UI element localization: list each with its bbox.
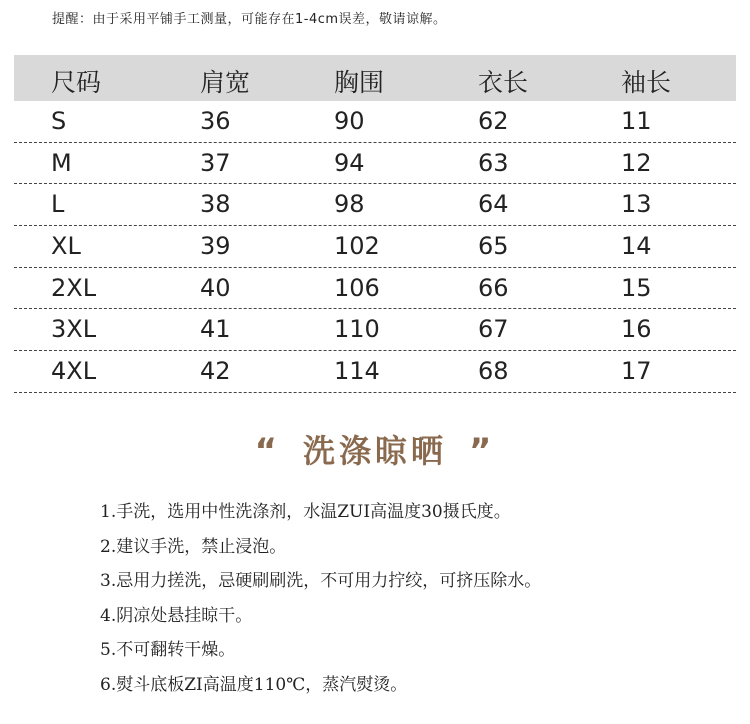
table-header-row — [14, 55, 736, 101]
cell-size: S — [51, 107, 67, 135]
cell-shoulder: 39 — [200, 232, 231, 261]
cell-sleeve: 14 — [621, 232, 652, 261]
table-row — [14, 101, 736, 143]
cell-shoulder: 40 — [200, 273, 231, 302]
cell-size: 4XL — [51, 357, 97, 386]
cell-size: M — [51, 148, 72, 177]
list-item: 5.不可翻转干燥。 — [100, 640, 236, 660]
close-quote: ” — [469, 431, 496, 471]
cell-length: 67 — [478, 315, 509, 344]
header-size: 尺码 — [51, 68, 102, 97]
table-row — [14, 143, 736, 185]
cell-sleeve: 13 — [621, 190, 652, 219]
measurement-notice: 提醒：由于采用平铺手工测量，可能存在1-4cm误差，敬请谅解。 — [52, 12, 447, 27]
list-item: 3.忌用力搓洗，忌硬刷刷洗，不可用力拧绞，可挤压除水。 — [100, 571, 542, 591]
cell-shoulder: 38 — [200, 190, 231, 219]
cell-length: 63 — [478, 148, 509, 177]
cell-shoulder: 41 — [200, 315, 231, 344]
cell-chest: 90 — [334, 107, 365, 135]
list-item: 1.手洗，选用中性洗涤剂，水温ZUI高温度30摄氏度。 — [100, 502, 511, 522]
cell-sleeve: 16 — [621, 315, 652, 344]
open-quote: “ — [254, 431, 281, 471]
cell-sleeve: 12 — [621, 148, 652, 177]
table-row — [14, 268, 736, 310]
list-item: 2.建议手洗，禁止浸泡。 — [100, 536, 287, 557]
care-instructions-list — [100, 495, 541, 702]
cell-chest: 102 — [334, 232, 380, 261]
table-row — [14, 309, 736, 351]
cell-size: 2XL — [51, 273, 97, 302]
care-title-text: 洗涤晾晒 — [302, 432, 447, 470]
table-row — [14, 184, 736, 226]
list-item: 4.阴凉处悬挂晾干。 — [100, 605, 253, 626]
care-section-title — [0, 426, 750, 472]
cell-length: 62 — [478, 107, 509, 135]
cell-length: 64 — [478, 190, 509, 219]
cell-shoulder: 36 — [200, 107, 231, 135]
cell-chest: 114 — [334, 357, 380, 386]
header-shoulder: 肩宽 — [200, 68, 251, 97]
cell-sleeve: 11 — [621, 107, 652, 135]
cell-chest: 94 — [334, 148, 365, 177]
cell-chest: 110 — [334, 315, 380, 344]
cell-size: XL — [51, 232, 81, 261]
table-row — [14, 351, 736, 393]
cell-chest: 98 — [334, 190, 365, 219]
list-item: 6.熨斗底板ZI高温度110℃，蒸汽熨烫。 — [100, 674, 408, 695]
table-row — [14, 226, 736, 268]
cell-size: L — [51, 190, 65, 219]
cell-shoulder: 37 — [200, 148, 231, 177]
cell-length: 68 — [478, 357, 509, 386]
cell-size: 3XL — [51, 315, 97, 344]
cell-chest: 106 — [334, 273, 380, 302]
cell-length: 66 — [478, 273, 509, 302]
cell-shoulder: 42 — [200, 357, 231, 386]
size-table — [14, 55, 736, 393]
header-sleeve: 袖长 — [621, 68, 672, 97]
cell-sleeve: 17 — [621, 357, 652, 386]
cell-length: 65 — [478, 232, 509, 261]
header-chest: 胸围 — [334, 68, 385, 97]
cell-sleeve: 15 — [621, 273, 652, 302]
header-length: 衣长 — [478, 68, 529, 97]
